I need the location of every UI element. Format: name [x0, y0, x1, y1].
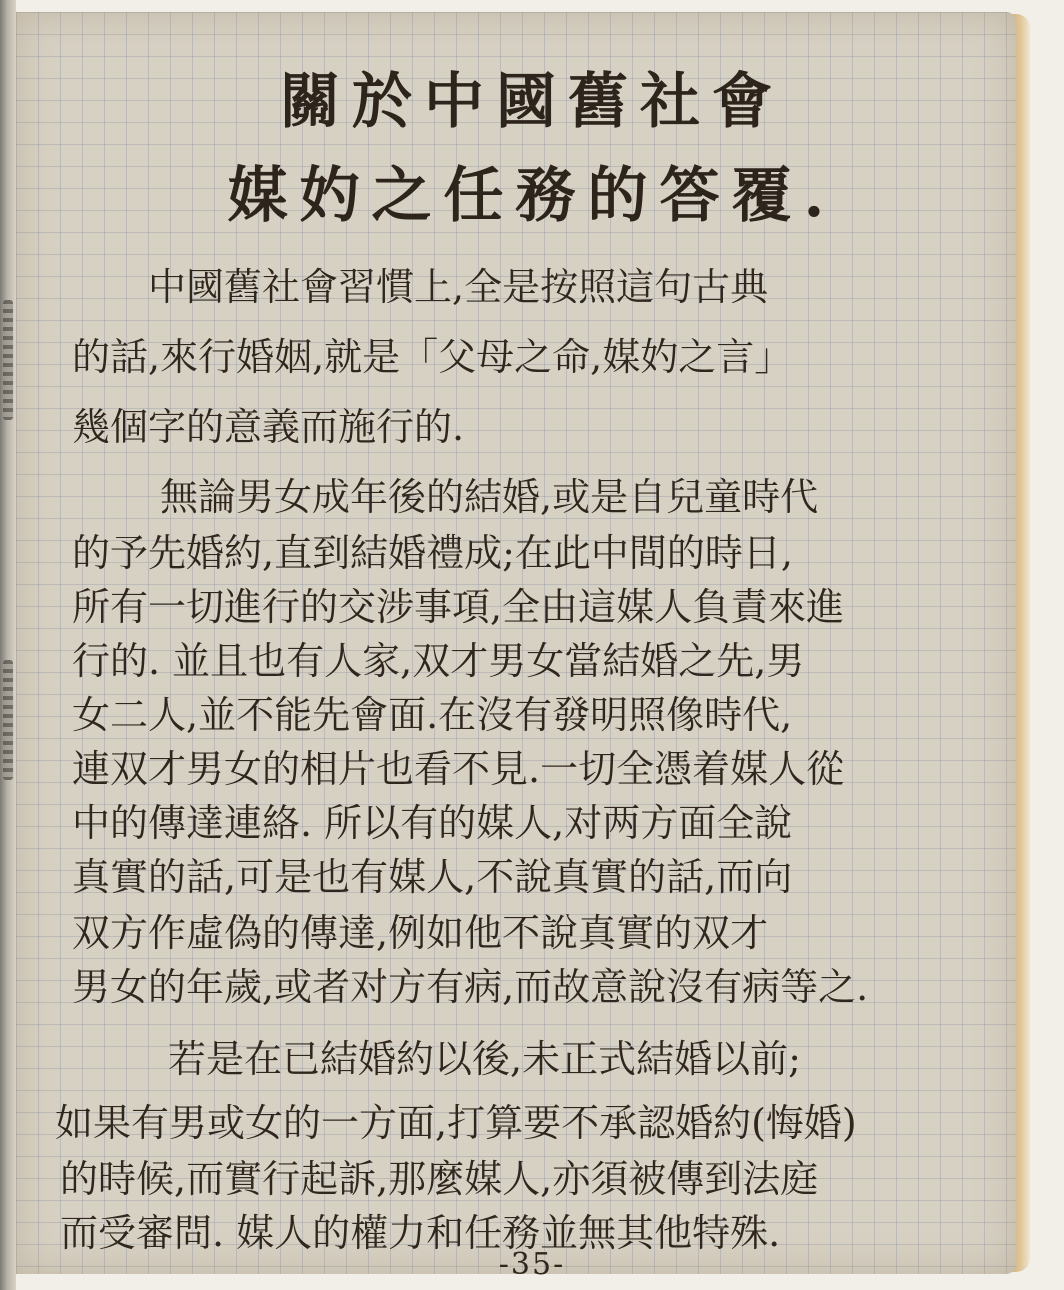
body-line: 幾個字的意義而施行的.	[72, 405, 465, 449]
body-line: 連双才男女的相片也看不見.一切全憑着媒人從	[72, 747, 845, 791]
body-line: 中的傳達連絡. 所以有的媒人,对两方面全說	[72, 801, 793, 845]
body-line: 的時候,而實行起訴,那麼媒人,亦須被傳到法庭	[60, 1157, 819, 1201]
body-line: 行的. 並且也有人家,双才男女當結婚之先,男	[72, 639, 805, 683]
body-line: 而受審問. 媒人的權力和任務並無其他特殊.	[60, 1211, 781, 1255]
body-line: 如果有男或女的一方面,打算要不承認婚約(悔婚)	[55, 1101, 857, 1145]
body-line: 男女的年歲,或者对方有病,而故意說沒有病等之.	[72, 965, 869, 1009]
body-line: 若是在已結婚約以後,未正式結婚以前;	[168, 1037, 801, 1081]
binding-stitch	[3, 660, 13, 780]
body-line: 所有一切進行的交涉事項,全由這媒人負責來進	[72, 585, 845, 629]
body-line: 中國舊社會習慣上,全是按照這句古典	[148, 265, 769, 309]
body-line: 的話,來行婚姻,就是「父母之命,媒妁之言」	[72, 335, 793, 379]
document-title-line-2: 媒妁之任務的答覆.	[227, 161, 837, 231]
body-line: 双方作虛偽的傳達,例如他不說真實的双才	[72, 911, 769, 955]
body-line: 女二人,並不能先會面.在沒有發明照像時代,	[72, 693, 793, 737]
document-title-line-1: 關於中國舊社會	[280, 67, 784, 137]
page-number: -35-	[498, 1247, 566, 1282]
body-line: 真實的話,可是也有媒人,不說真實的話,而向	[72, 855, 793, 899]
body-line: 的予先婚約,直到結婚禮成;在此中間的時日,	[72, 531, 793, 575]
binding-stitch	[3, 300, 13, 420]
body-line: 無論男女成年後的結婚,或是自兒童時代	[160, 475, 819, 519]
